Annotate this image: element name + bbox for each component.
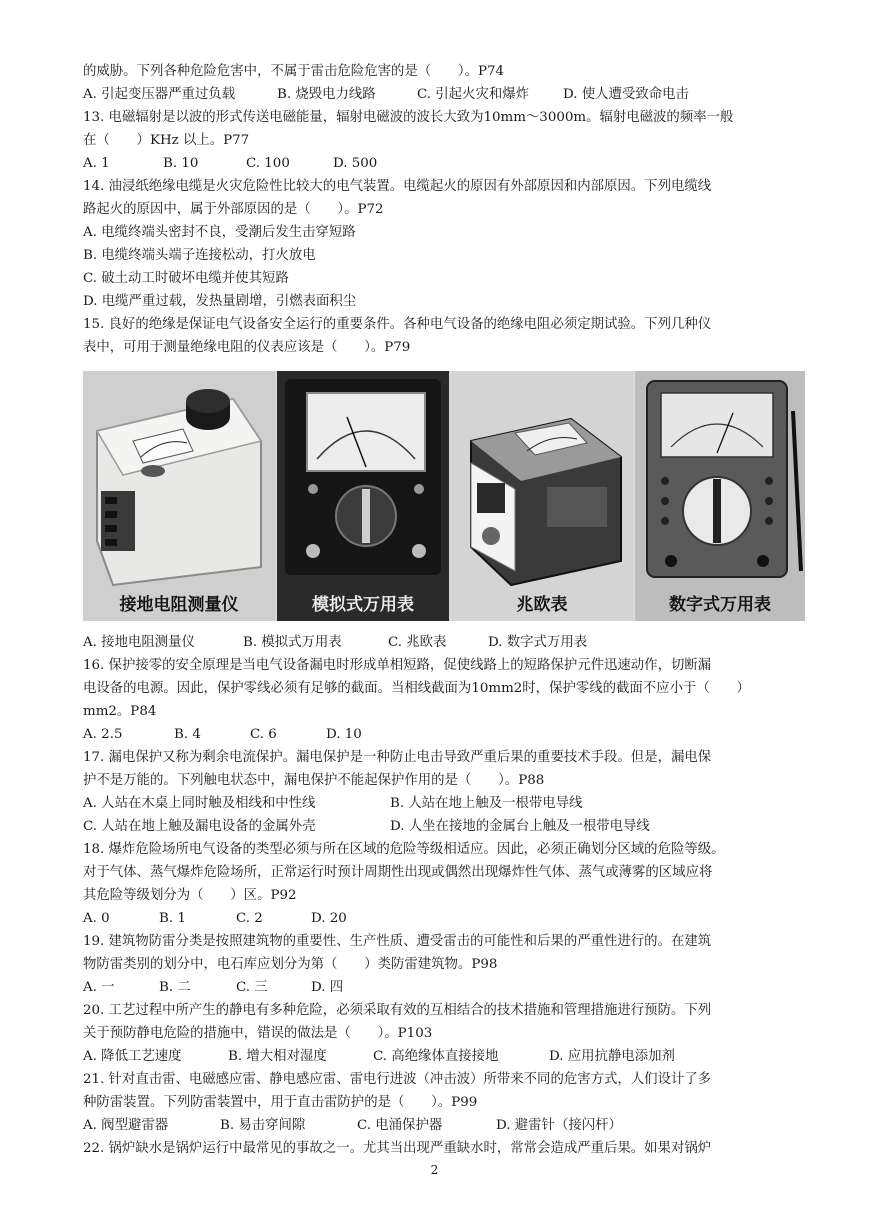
q16-option-d: D. 10 (326, 727, 362, 742)
q20-stem-line1: 20. 工艺过程中所产生的静电有多种危险，必须采取有效的互相结合的技术措施和管理措施进行预防。下列 (83, 1003, 712, 1018)
q21-stem-line1: 21. 针对直击雷、电磁感应雷、静电感应雷、雷电行进波（冲击波）所带来不同的危害方式，人们设计了多 (83, 1072, 712, 1087)
q18-option-a: A. 0 (83, 911, 110, 926)
q12-option-b: B. 烧毁电力线路 (277, 87, 376, 102)
q14-option-b: B. 电缆终端头端子连接松动，打火放电 (83, 248, 316, 263)
photo-caption-analog-multimeter: 模拟式万用表 (312, 595, 414, 615)
q16-option-b: B. 4 (174, 727, 201, 742)
q17-option-b: B. 人站在地上触及一根带电导线 (390, 796, 583, 811)
q15-stem-line2: 表中，可用于测量绝缘电阻的仪表应该是（ ）。P79 (83, 340, 411, 355)
q21-option-c: C. 电涌保护器 (357, 1118, 443, 1133)
photo-caption-digital-multimeter: 数字式万用表 (669, 595, 771, 615)
q13-option-d: D. 500 (333, 156, 378, 171)
q18-option-d: D. 20 (311, 911, 347, 926)
q19-option-d: D. 四 (311, 980, 344, 995)
q18-stem-line1: 18. 爆炸危险场所电气设备的类型必须与所在区域的危险等级相适应。因此，必须正确划分区域的危险等级。 (83, 842, 725, 857)
q17-stem-line1: 17. 漏电保护又称为剩余电流保护。漏电保护是一种防止电击导致严重后果的重要技术手段。但是，漏电保 (83, 750, 712, 765)
q13-option-b: B. 10 (163, 156, 199, 171)
q15-option-a: A. 接地电阻测量仪 (83, 635, 195, 650)
q16-stem-line1: 16. 保护接零的安全原理是当电气设备漏电时形成单相短路，促使线路上的短路保护元件迅速动作，切断漏 (83, 658, 712, 673)
q18-option-c: C. 2 (236, 911, 263, 926)
photo-caption-megohmmeter: 兆欧表 (516, 595, 568, 615)
q15-option-b: B. 模拟式万用表 (243, 635, 342, 650)
q20-option-b: B. 增大相对湿度 (228, 1049, 327, 1064)
q12-stem-tail: 的威胁。下列各种危险危害中，不属于雷击危险危害的是（ ）。P74 (83, 64, 505, 79)
photo-caption-ground-resistance-tester: 接地电阻测量仪 (119, 595, 239, 615)
q13-option-a: A. 1 (83, 156, 110, 171)
q18-stem-line2: 对于气体、蒸气爆炸危险场所，正常运行时预计周期性出现或偶然出现爆炸性气体、蒸气或薄雾的区域应将 (83, 865, 713, 880)
analog-multimeter-photo (277, 371, 449, 621)
q14-option-a: A. 电缆终端头密封不良，受潮后发生击穿短路 (83, 225, 356, 240)
q19-stem-line2: 物防雷类别的划分中，电石库应划分为第（ ）类防雷建筑物。P98 (83, 957, 498, 972)
q14-option-d: D. 电缆严重过载，发热量剧增，引燃表面积尘 (83, 294, 357, 309)
q19-option-c: C. 三 (236, 980, 268, 995)
q16-option-a: A. 2.5 (83, 727, 123, 742)
q17-stem-line2: 护不是万能的。下列触电状态中，漏电保护不能起保护作用的是（ ）。P88 (83, 773, 545, 788)
q12-option-c: C. 引起火灾和爆炸 (417, 87, 530, 102)
q17-option-a: A. 人站在木桌上同时触及相线和中性线 (83, 796, 316, 811)
q19-stem-line1: 19. 建筑物防雷分类是按照建筑物的重要性、生产性质、遭受雷击的可能性和后果的严重性进行的。在建筑 (83, 934, 712, 949)
q18-option-b: B. 1 (159, 911, 186, 926)
q15-stem-line1: 15. 良好的绝缘是保证电气设备安全运行的重要条件。各种电气设备的绝缘电阻必须定期试验。下列几种仪 (83, 317, 712, 332)
q20-option-c: C. 高绝缘体直接接地 (373, 1049, 499, 1064)
q12-option-a: A. 引起变压器严重过负载 (83, 87, 236, 102)
q19-option-b: B. 二 (159, 980, 191, 995)
q14-stem-line1: 14. 油浸纸绝缘电缆是火灾危险性比较大的电气装置。电缆起火的原因有外部原因和内部原因。下列电缆线 (83, 179, 712, 194)
q14-stem-line2: 路起火的原因中，属于外部原因的是（ ）。P72 (83, 202, 384, 217)
page-number: 2 (430, 1163, 439, 1177)
q19-option-a: A. 一 (83, 980, 115, 995)
instrument-photo-strip (83, 371, 805, 621)
q16-stem-line3: mm2。P84 (83, 704, 157, 719)
q15-option-d: D. 数字式万用表 (488, 635, 588, 650)
q20-option-a: A. 降低工艺速度 (83, 1049, 182, 1064)
q16-stem-line2: 电设备的电源。因此，保护零线必须有足够的截面。当相线截面为10mm2时，保护零线的截面不应小于（ ） (83, 681, 750, 696)
q20-stem-line2: 关于预防静电危险的措施中，错误的做法是（ ）。P103 (83, 1026, 433, 1041)
ground-resistance-tester-photo (83, 371, 275, 621)
megohmmeter-photo (451, 371, 633, 621)
q14-option-c: C. 破土动工时破坏电缆并使其短路 (83, 271, 289, 286)
q21-stem-line2: 种防雷装置。下列防雷装置中，用于直击雷防护的是（ ）。P99 (83, 1095, 478, 1110)
q15-option-c: C. 兆欧表 (388, 635, 447, 650)
q13-stem-line1: 13. 电磁辐射是以波的形式传送电磁能量，辐射电磁波的波长大致为10mm～3000m。辐射电磁波的频率一般 (83, 110, 734, 125)
q21-option-a: A. 阀型避雷器 (83, 1118, 169, 1133)
q16-option-c: C. 6 (250, 727, 277, 742)
q13-stem-line2: 在（ ）KHz 以上。P77 (83, 133, 250, 148)
q12-option-d: D. 使人遭受致命电击 (563, 87, 689, 102)
q17-option-d: D. 人坐在接地的金属台上触及一根带电导线 (390, 819, 650, 834)
digital-multimeter-photo (635, 371, 805, 621)
q18-stem-line3: 其危险等级划分为（ ）区。P92 (83, 888, 297, 903)
q17-option-c: C. 人站在地上触及漏电设备的金属外壳 (83, 819, 316, 834)
q21-option-b: B. 易击穿间隙 (220, 1118, 306, 1133)
q22-stem-line1: 22. 锅炉缺水是锅炉运行中最常见的事故之一。尤其当出现严重缺水时，常常会造成严重后果。如果对锅炉 (83, 1141, 712, 1156)
q21-option-d: D. 避雷针（接闪杆） (496, 1118, 622, 1133)
q20-option-d: D. 应用抗静电添加剂 (549, 1049, 675, 1064)
q13-option-c: C. 100 (246, 156, 290, 171)
